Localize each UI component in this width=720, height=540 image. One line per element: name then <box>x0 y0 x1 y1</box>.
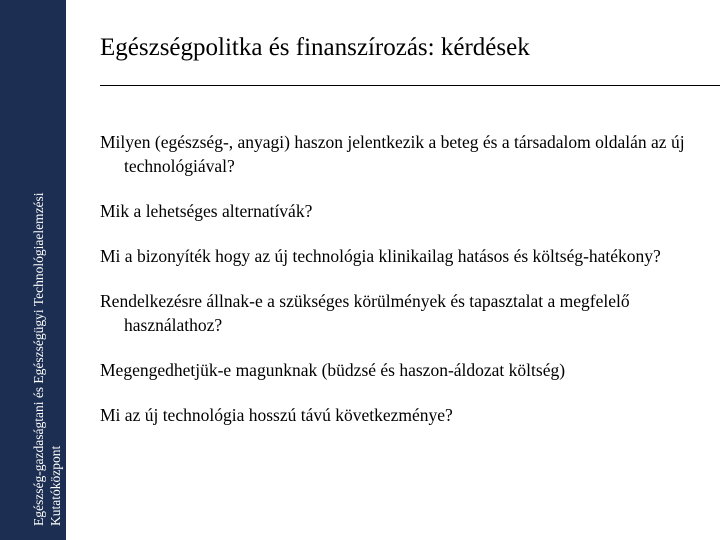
question-item: Mi a bizonyíték hogy az új technológia klinikailag hatásos és költség-hatékony? <box>100 246 661 266</box>
question-item: Mik a lehetséges alternatívák? <box>100 201 313 221</box>
question-item: Rendelkezésre állnak-e a szükséges körülmények és tapasztalat a megfelelő használathoz? <box>100 291 630 335</box>
institution-name-line-2: Kutatóközpont <box>48 445 63 526</box>
slide-title: Egészségpolitka és finanszírozás: kérdések <box>100 34 530 61</box>
question-list <box>100 130 700 427</box>
question-item: Megengedhetjük-e magunknak (büdzsé és haszon-áldozat költség) <box>100 360 566 380</box>
title-divider <box>100 85 720 86</box>
institution-name-rotated <box>30 106 64 526</box>
question-item: Milyen (egészség-, anyagi) haszon jelentkezik a beteg és a társadalom oldalán az új technológiával? <box>100 132 685 176</box>
institution-name <box>20 106 64 526</box>
question-item: Mi az új technológia hosszú távú következménye? <box>100 405 453 425</box>
institution-name-line-1: Egészség-gazdaságtani és Egészségügyi Technológiaelemzési <box>31 192 46 526</box>
sidebar-banner <box>0 0 66 540</box>
